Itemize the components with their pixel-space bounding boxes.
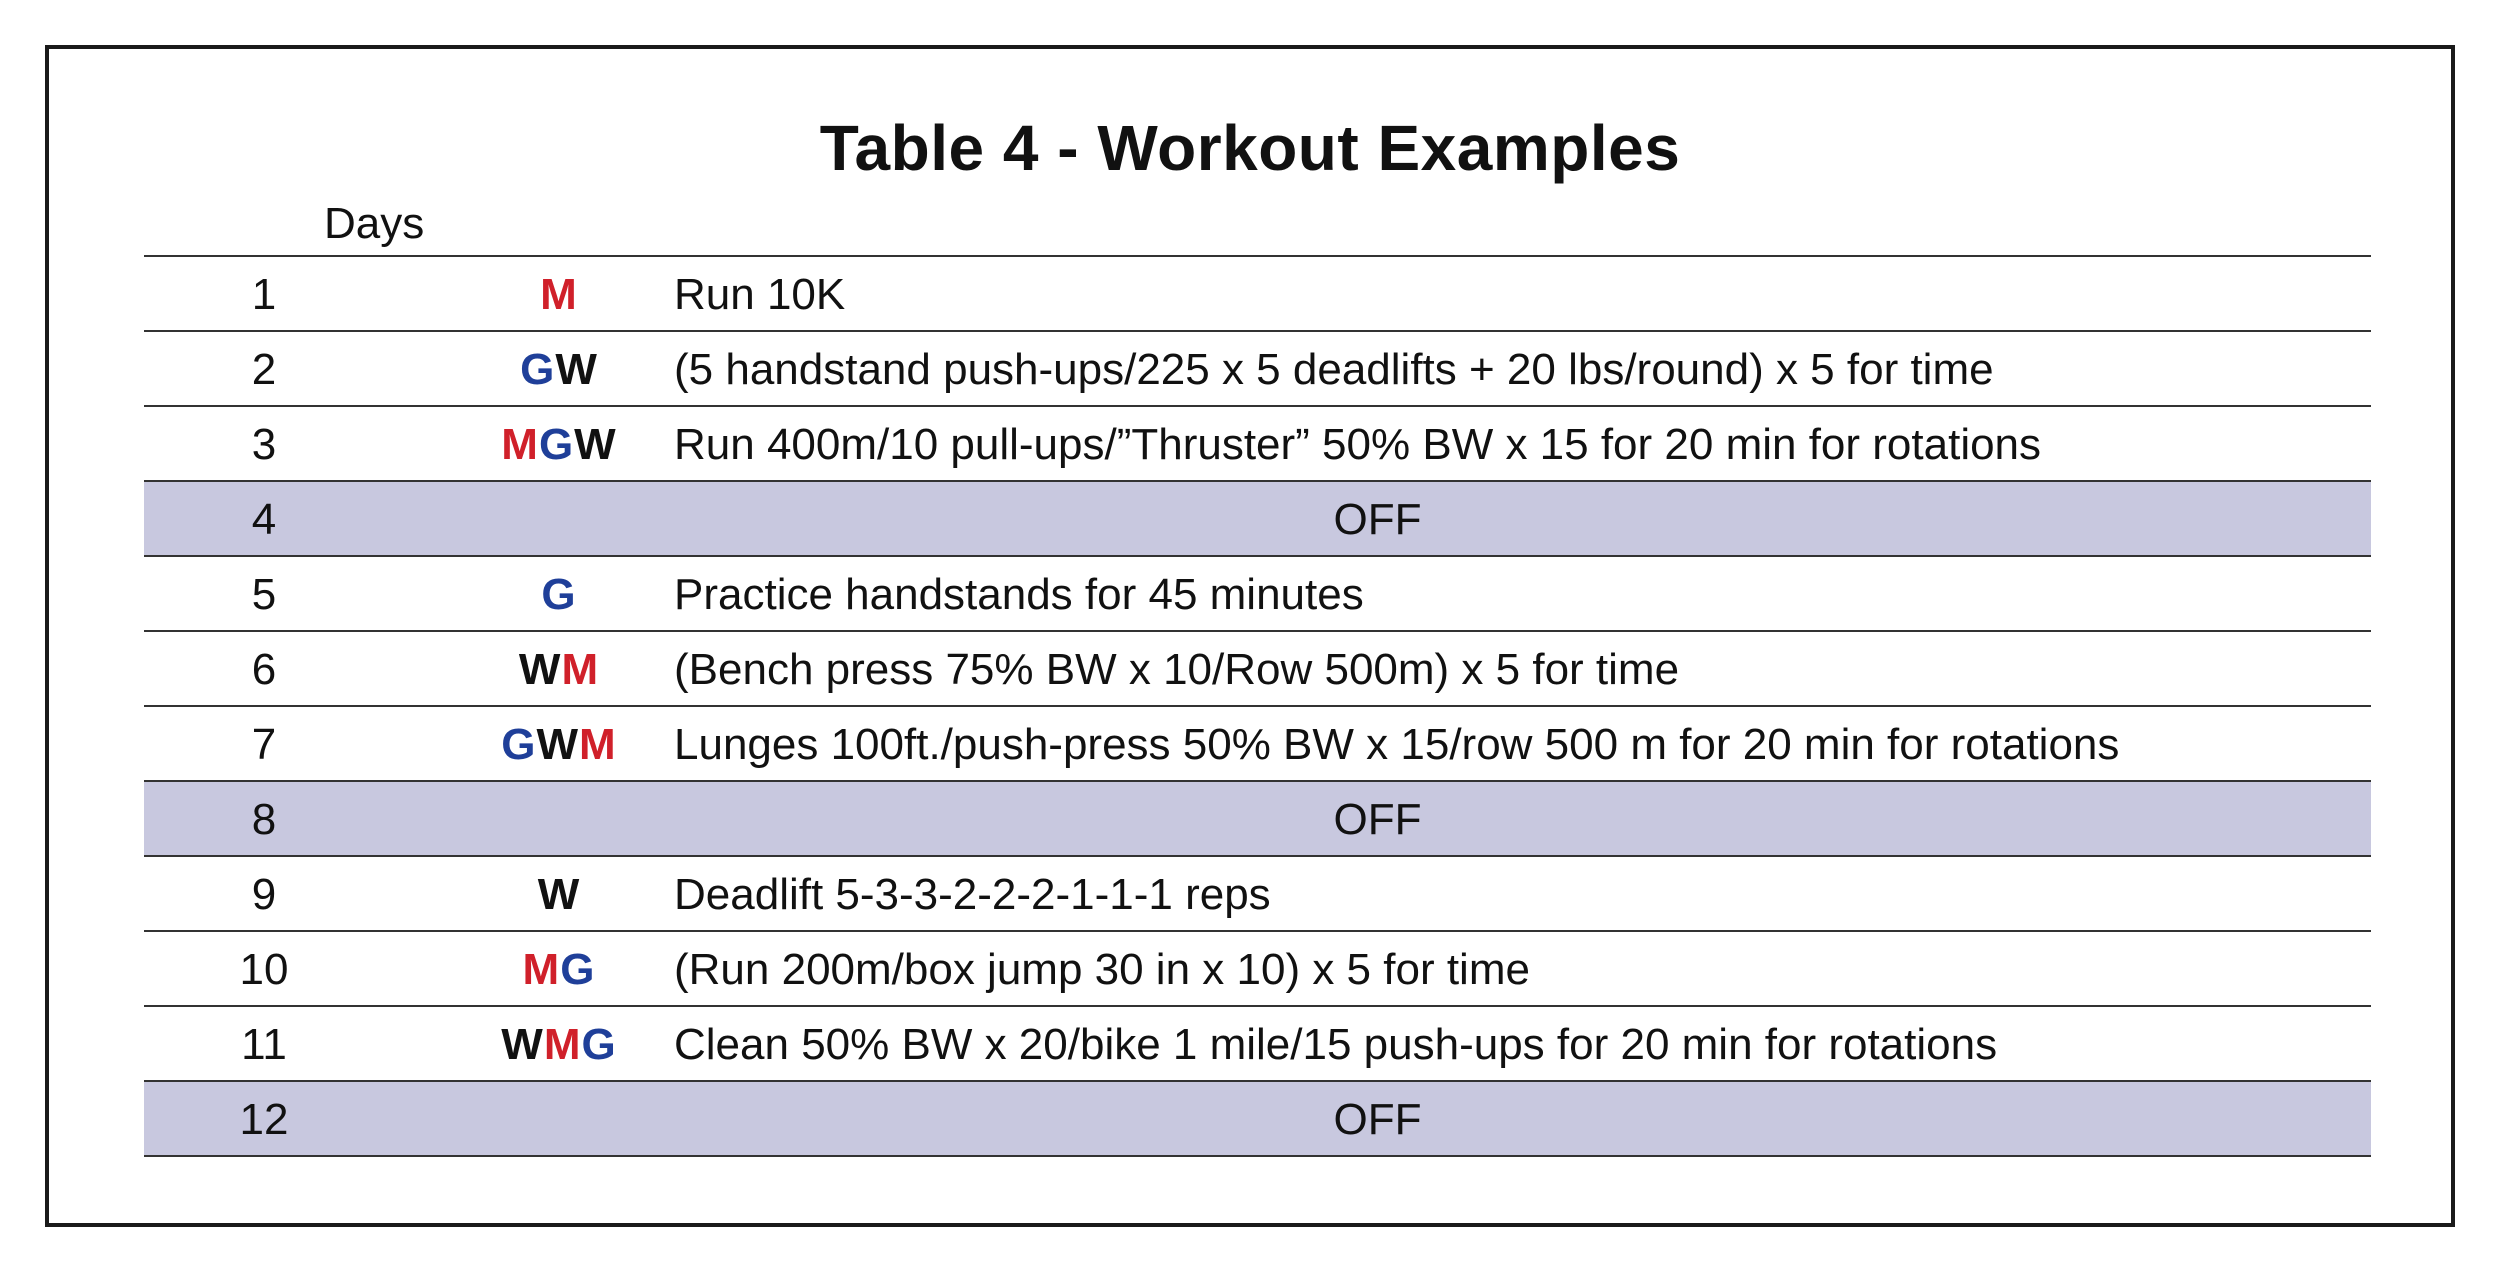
day-number: 4 (251, 495, 277, 544)
table-title: Table 4 - Workout Examples (819, 112, 1681, 184)
table-row (144, 932, 2371, 1007)
workout-description: Run 400m/10 pull-ups/”Thruster” 50% BW x 15 for 20 min for rotations (674, 420, 2042, 469)
day-number: 6 (251, 645, 277, 694)
day-number: 1 (251, 270, 277, 319)
workout-type-code (444, 407, 674, 480)
day-number: 2 (251, 345, 277, 394)
type-letter-G: G (541, 570, 577, 619)
type-letter-G: G (520, 345, 556, 394)
day-number: 9 (251, 870, 277, 919)
day-number: 11 (241, 1020, 287, 1069)
type-letter-M: M (543, 1020, 582, 1069)
day-number: 7 (251, 720, 277, 769)
off-label: OFF (1333, 1095, 1422, 1144)
type-letter-M: M (540, 270, 578, 319)
workout-description: Practice handstands for 45 minutes (674, 570, 1364, 619)
day-number: 5 (251, 570, 277, 619)
workout-table (144, 255, 2371, 1157)
days-column-header: Days (324, 199, 425, 248)
day-number: 8 (251, 795, 277, 844)
type-letter-G: G (538, 420, 575, 469)
workout-description: Clean 50% BW x 20/bike 1 mile/15 push-ups for 20 min for rotations (674, 1020, 1998, 1069)
workout-type-code (444, 932, 674, 1005)
off-label: OFF (1333, 795, 1422, 844)
type-letter-W: W (574, 420, 617, 469)
type-letter-M: M (522, 945, 561, 994)
type-letter-W: W (518, 645, 562, 694)
workout-description: (Run 200m/box jump 30 in x 10) x 5 for time (674, 945, 1530, 994)
table-row (144, 707, 2371, 782)
day-number: 12 (239, 1095, 289, 1144)
day-number: 3 (251, 420, 277, 469)
type-letter-G: G (581, 1020, 617, 1069)
workout-description: (5 handstand push-ups/225 x 5 deadlifts + 20 lbs/round) x 5 for time (674, 345, 1994, 394)
type-letter-W: W (501, 1020, 544, 1069)
table-row-off (144, 782, 2371, 857)
workout-type-code (444, 332, 674, 405)
workout-description: Lunges 100ft./push-press 50% BW x 15/row 500 m for 20 min for rotations (674, 720, 2120, 769)
table-row (144, 257, 2371, 332)
type-letter-W: W (555, 345, 598, 394)
type-letter-W: W (536, 720, 580, 769)
workout-type-code (444, 1007, 674, 1080)
type-letter-M: M (579, 720, 617, 769)
workout-description: Deadlift 5-3-3-2-2-2-1-1-1 reps (674, 870, 1271, 919)
table-row-off (144, 482, 2371, 557)
workout-type-code (444, 632, 674, 705)
type-letter-W: W (537, 870, 581, 919)
table-frame (45, 45, 2455, 1227)
table-row (144, 557, 2371, 632)
table-row (144, 632, 2371, 707)
day-number: 10 (239, 945, 289, 994)
table-row (144, 332, 2371, 407)
off-label: OFF (1333, 495, 1422, 544)
workout-type-code (444, 857, 674, 930)
type-letter-M: M (501, 420, 539, 469)
workout-type-code (444, 707, 674, 780)
table-row (144, 857, 2371, 932)
table-row (144, 1007, 2371, 1082)
workout-type-code (444, 557, 674, 630)
type-letter-M: M (561, 645, 600, 694)
table-row-off (144, 1082, 2371, 1157)
workout-description: Run 10K (674, 270, 846, 319)
type-letter-G: G (560, 945, 596, 994)
type-letter-G: G (501, 720, 537, 769)
workout-type-code (444, 257, 674, 330)
workout-description: (Bench press 75% BW x 10/Row 500m) x 5 for time (674, 645, 1680, 694)
table-row (144, 407, 2371, 482)
